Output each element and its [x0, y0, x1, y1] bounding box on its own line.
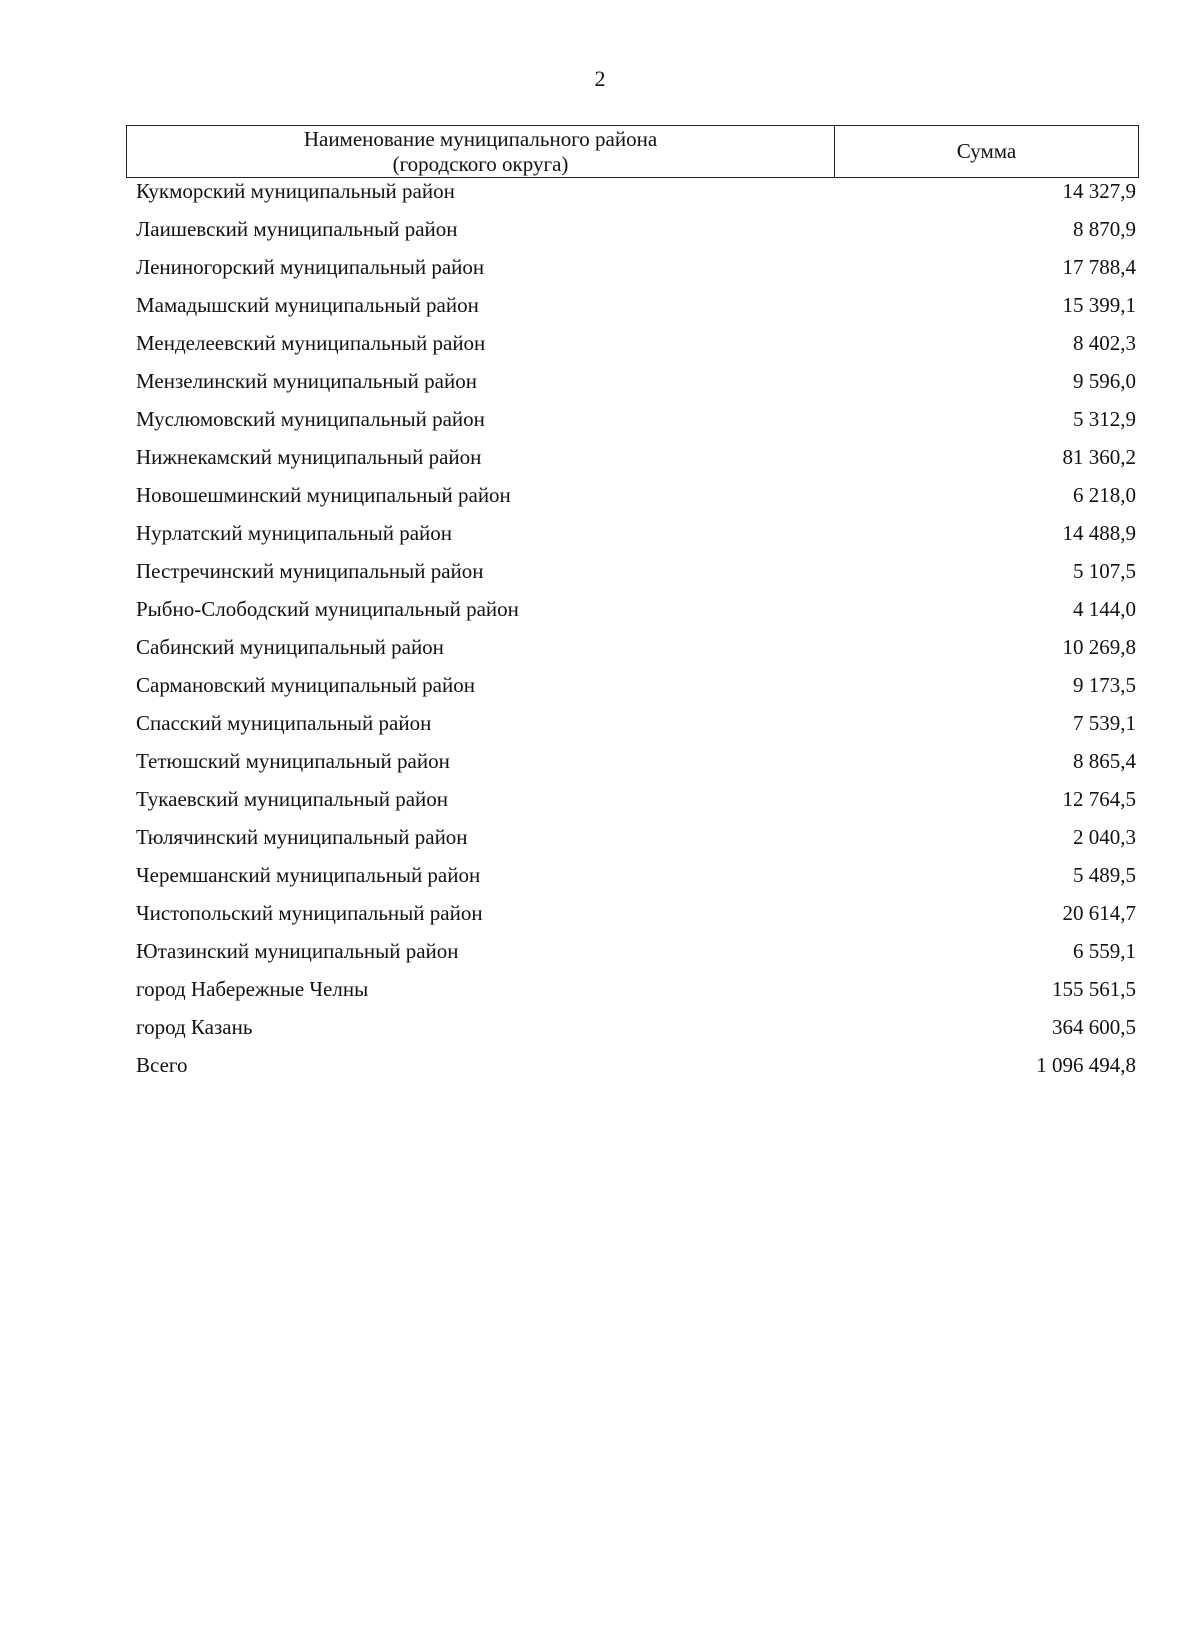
- table-row: [136, 708, 1136, 746]
- table-row: [136, 632, 1136, 670]
- table-body: [136, 176, 1136, 1088]
- row-district-name: Кукморский муниципальный район: [136, 179, 455, 203]
- row-sum: 5 489,5: [1073, 863, 1136, 887]
- row-sum: 6 218,0: [1073, 483, 1136, 507]
- table-row: [136, 442, 1136, 480]
- table-row: [136, 556, 1136, 594]
- table-row: [136, 518, 1136, 556]
- row-sum: 8 865,4: [1073, 749, 1136, 773]
- table-row: [136, 784, 1136, 822]
- row-sum: 9 596,0: [1073, 369, 1136, 393]
- row-sum: 14 327,9: [1062, 179, 1136, 203]
- table-row: [136, 860, 1136, 898]
- row-sum: 155 561,5: [1052, 977, 1136, 1001]
- table-row: [136, 176, 1136, 214]
- page-number: 2: [594, 66, 606, 91]
- row-sum: 4 144,0: [1073, 597, 1136, 621]
- row-district-name: Нурлатский муниципальный район: [136, 521, 453, 545]
- row-sum: 5 312,9: [1073, 407, 1136, 431]
- row-district-name: город Набережные Челны: [136, 977, 369, 1001]
- table-row: [136, 1050, 1136, 1088]
- row-sum: 10 269,8: [1062, 635, 1136, 659]
- table-row: [136, 290, 1136, 328]
- table-row: [136, 898, 1136, 936]
- table-row: [136, 822, 1136, 860]
- row-sum: 81 360,2: [1062, 445, 1136, 469]
- row-sum: 14 488,9: [1062, 521, 1136, 545]
- table-row: [136, 594, 1136, 632]
- row-sum: 6 559,1: [1073, 939, 1136, 963]
- row-district-name: Мензелинский муниципальный район: [136, 369, 477, 393]
- table-row: [136, 936, 1136, 974]
- row-sum: 15 399,1: [1062, 293, 1136, 317]
- row-district-name: Всего: [136, 1053, 188, 1077]
- row-district-name: Ютазинский муниципальный район: [136, 939, 459, 963]
- row-district-name: Муслюмовский муниципальный район: [136, 407, 485, 431]
- table-row: [136, 670, 1136, 708]
- row-sum: 8 402,3: [1073, 331, 1136, 355]
- row-sum: 12 764,5: [1062, 787, 1136, 811]
- row-sum: 20 614,7: [1062, 901, 1136, 925]
- table-row: [136, 746, 1136, 784]
- row-sum: 1 096 494,8: [1036, 1053, 1136, 1077]
- row-sum: 8 870,9: [1073, 217, 1136, 241]
- column-header-name-line2: (городского округа): [392, 152, 569, 176]
- row-sum: 5 107,5: [1073, 559, 1136, 583]
- column-header-name: [127, 126, 835, 177]
- row-district-name: Новошешминский муниципальный район: [136, 483, 511, 507]
- row-sum: 17 788,4: [1062, 255, 1136, 279]
- table-row: [136, 366, 1136, 404]
- row-sum: 9 173,5: [1073, 673, 1136, 697]
- table-header: [126, 125, 1139, 178]
- row-district-name: Тукаевский муниципальный район: [136, 787, 449, 811]
- row-district-name: Тетюшский муниципальный район: [136, 749, 450, 773]
- row-district-name: Сармановский муниципальный район: [136, 673, 475, 697]
- row-district-name: город Казань: [136, 1015, 253, 1039]
- row-district-name: Пестречинский муниципальный район: [136, 559, 484, 583]
- table-row: [136, 404, 1136, 442]
- table-row: [136, 214, 1136, 252]
- row-district-name: Менделеевский муниципальный район: [136, 331, 486, 355]
- row-district-name: Спасский муниципальный район: [136, 711, 432, 735]
- table-row: [136, 328, 1136, 366]
- table-row: [136, 974, 1136, 1012]
- row-sum: 2 040,3: [1073, 825, 1136, 849]
- row-district-name: Лениногорский муниципальный район: [136, 255, 485, 279]
- row-district-name: Рыбно-Слободский муниципальный район: [136, 597, 519, 621]
- row-district-name: Черемшанский муниципальный район: [136, 863, 481, 887]
- table-row: [136, 480, 1136, 518]
- row-district-name: Сабинский муниципальный район: [136, 635, 444, 659]
- row-district-name: Тюлячинский муниципальный район: [136, 825, 468, 849]
- row-district-name: Чистопольский муниципальный район: [136, 901, 483, 925]
- column-header-sum: Сумма: [956, 139, 1017, 163]
- row-sum: 364 600,5: [1052, 1015, 1136, 1039]
- row-district-name: Мамадышский муниципальный район: [136, 293, 479, 317]
- table-row: [136, 1012, 1136, 1050]
- row-district-name: Нижнекамский муниципальный район: [136, 445, 482, 469]
- table-row: [136, 252, 1136, 290]
- row-district-name: Лаишевский муниципальный район: [136, 217, 458, 241]
- row-sum: 7 539,1: [1073, 711, 1136, 735]
- column-header-name-line1: Наименование муниципального района: [303, 127, 658, 151]
